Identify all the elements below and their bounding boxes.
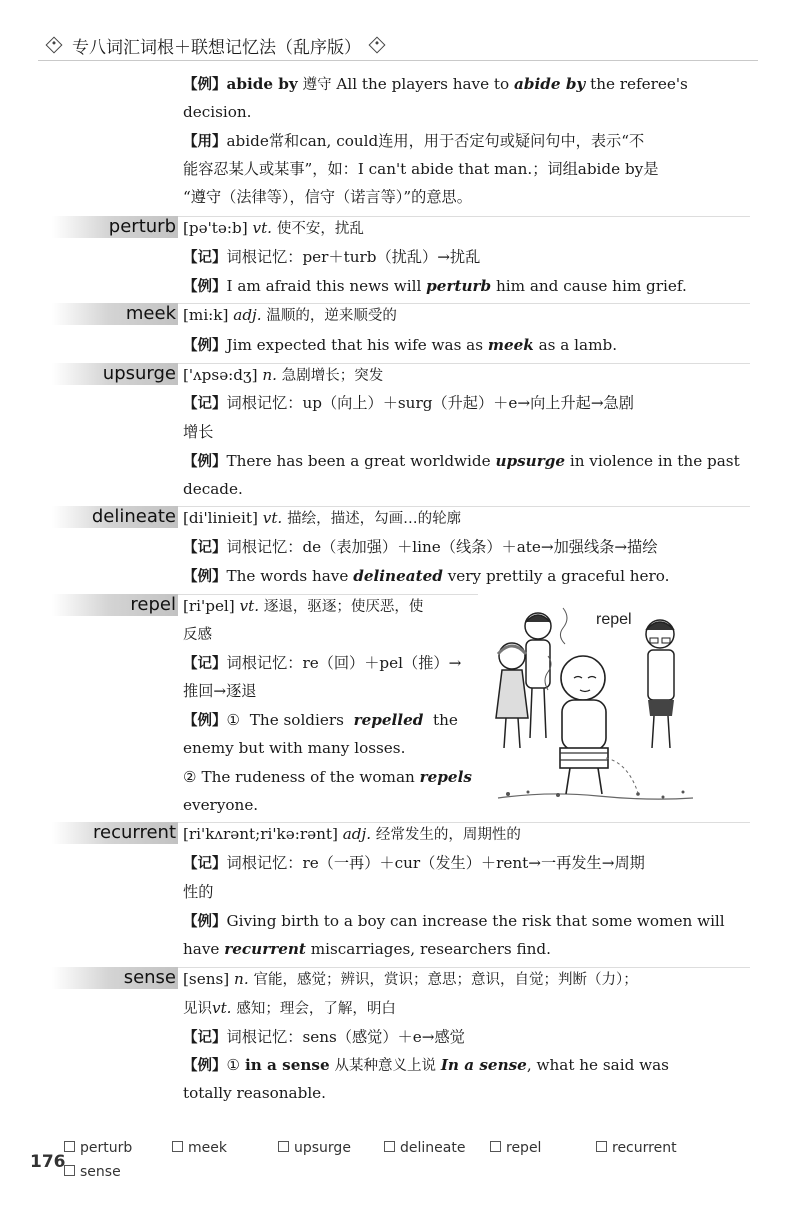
headword-bar [52, 363, 178, 385]
sense-definition-2: 见识vt. 感知；理会，了解，明白 [183, 999, 396, 1017]
diamond-ornament-icon [369, 37, 386, 54]
recurrent-example: 【例】Giving birth to a boy can increase the risk that some women will [183, 912, 725, 930]
upsurge-memory-2: 增长 [183, 423, 214, 441]
recurrent-memory-2: 性的 [183, 883, 214, 901]
upsurge-example: 【例】There has been a great worldwide upsurge in violence in the past [183, 452, 740, 470]
checkbox-icon [64, 1141, 75, 1152]
page-footer [30, 1140, 770, 1184]
checkbox-icon [596, 1141, 607, 1152]
repel-definition-1: [ri'pel] vt. 逐退，驱逐；使厌恶，使 [183, 597, 424, 615]
headword: upsurge [102, 363, 176, 384]
repel-memory-1: 【记】词根记忆：re（回）＋pel（推）→ [183, 654, 462, 672]
recurrent-memory-1: 【记】词根记忆：re（一再）＋cur（发生）＋rent→一再发生→周期 [183, 854, 645, 872]
sense-example-cont: totally reasonable. [183, 1084, 326, 1102]
delineate-definition: [di'linieit] vt. 描绘，描述，勾画…的轮廓 [183, 509, 462, 527]
checkbox-icon [172, 1141, 183, 1152]
headword: recurrent [92, 822, 176, 843]
headword: delineate [91, 506, 176, 527]
checkbox-icon [64, 1165, 75, 1176]
abide-usage-line-3: “遵守（法律等），信守（诺言等）”的意思。 [183, 188, 472, 206]
diamond-ornament-icon [46, 37, 63, 54]
header-title: 专八词汇词根＋联想记忆法（乱序版） [72, 37, 361, 58]
review-checkbox-recurrent[interactable]: recurrent [596, 1140, 677, 1156]
abide-usage-line-2: 能容忍某人或某事”，如：I can't abide that man.；词组abide by是 [183, 160, 659, 178]
headword: perturb [108, 216, 176, 237]
abide-usage-line-1: 【用】abide常和can, could连用，用于否定句或疑问句中，表示“不 [183, 132, 645, 150]
abide-example-cont: decision. [183, 103, 252, 121]
sense-memory: 【记】词根记忆：sens（感觉）＋e→感觉 [183, 1028, 465, 1046]
headword-bar [52, 216, 178, 238]
perturb-definition: [pə'tə:b] vt. 使不安，扰乱 [183, 219, 364, 237]
headword: meek [125, 303, 176, 324]
sense-definition-1: [sens] n. 官能，感觉；辨识，赏识；意思；意识，自觉；判断（力）； [183, 970, 638, 988]
headword-bar [52, 822, 178, 844]
review-checkbox-sense[interactable]: sense [64, 1164, 121, 1180]
headword-bar [52, 303, 178, 325]
perturb-memory: 【记】词根记忆：per＋turb（扰乱）→扰乱 [183, 248, 481, 266]
checkbox-icon [278, 1141, 289, 1152]
repel-example-2-cont: everyone. [183, 796, 259, 814]
upsurge-example-cont: decade. [183, 480, 243, 498]
repel-example-1-cont: enemy but with many losses. [183, 739, 406, 757]
recurrent-example-cont: have recurrent miscarriages, researchers find. [183, 940, 551, 958]
checkbox-icon [384, 1141, 395, 1152]
abide-example-line: 【例】abide by 遵守 All the players have to abide by the referee's [183, 75, 688, 93]
upsurge-definition: ['ʌpsə:dʒ] n. 急剧增长；突发 [183, 366, 384, 384]
meek-example: 【例】Jim expected that his wife was as meek as a lamb. [183, 336, 618, 354]
repel-memory-2: 推回→逐退 [183, 682, 257, 700]
repel-cartoon-illustration [488, 598, 698, 808]
upsurge-memory-1: 【记】词根记忆：up（向上）＋surg（升起）＋e→向上升起→急剧 [183, 394, 634, 412]
checkbox-icon [490, 1141, 501, 1152]
repel-definition-2: 反感 [183, 627, 212, 643]
page-number: 176 [30, 1152, 66, 1172]
review-checkbox-upsurge[interactable]: upsurge [278, 1140, 351, 1156]
headword-bar [52, 967, 178, 989]
headword-bar [52, 594, 178, 616]
review-checkbox-repel[interactable]: repel [490, 1140, 541, 1156]
delineate-memory: 【记】词根记忆：de（表加强）＋line（线条）＋ate→加强线条→描绘 [183, 538, 658, 556]
delineate-example: 【例】The words have delineated very prettily a graceful hero. [183, 567, 670, 585]
review-checkbox-meek[interactable]: meek [172, 1140, 227, 1156]
illustration-label: repel [596, 611, 632, 628]
review-checkbox-delineate[interactable]: delineate [384, 1140, 465, 1156]
headword: sense [123, 967, 176, 988]
sense-example: 【例】① in a sense 从某种意义上说 In a sense, what he said was [183, 1056, 669, 1074]
repel-example-2: ② The rudeness of the woman repels [183, 768, 472, 786]
recurrent-definition: [ri'kʌrənt;ri'kə:rənt] adj. 经常发生的，周期性的 [183, 825, 521, 843]
meek-definition: [mi:k] adj. 温顺的，逆来顺受的 [183, 306, 397, 324]
perturb-example: 【例】I am afraid this news will perturb him and cause him grief. [183, 277, 687, 295]
running-header [38, 30, 758, 61]
repel-example-1: 【例】① The soldiers repelled the [183, 711, 458, 729]
review-checkbox-perturb[interactable]: perturb [64, 1140, 132, 1156]
headword: repel [130, 594, 176, 615]
headword-bar [52, 506, 178, 528]
